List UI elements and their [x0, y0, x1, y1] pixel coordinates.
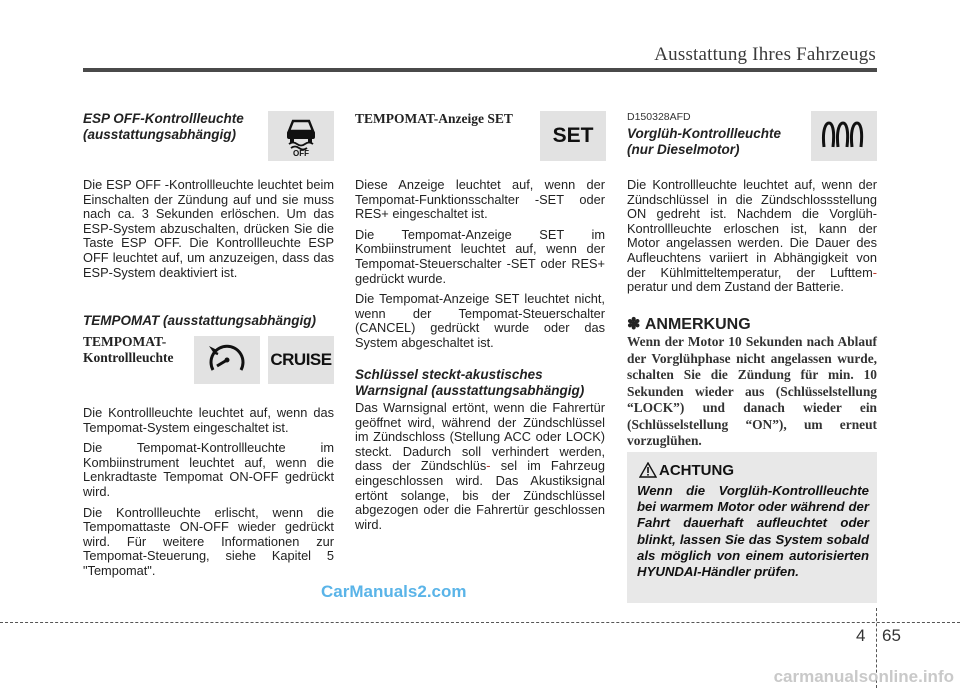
tempomat-paragraph-3: Die Kontrollleuchte erlischt, wenn die Tempomattaste ON-OFF wieder gedrückt wird. Für weitere Informationen zur Tempomat-Steuerung, siehe Kapitel 5 "Tempomat". — [83, 504, 334, 578]
set-label: SET — [552, 124, 594, 147]
glow-heading-line2: (nur Dieselmotor) — [627, 142, 740, 157]
key-warning-heading — [355, 367, 605, 399]
glow-text-a: Die Kontrollleuchte leuchtet auf, wenn der Zündschlüssel in die Zündschlossstellung ON gedreht ist. Nachdem die Vorglüh-Kontrollleuchte erloschen ist, kann der Motor angelassen werden. Die Dauer des Aufleuchtens variiert in Abhängigkeit von der Kühlmitteltemperatur, der Lufttem — [627, 177, 877, 280]
site-watermark: carmanualsonline.info — [773, 667, 954, 686]
note-heading — [627, 314, 877, 334]
key-warning-text-b: sel im Fahrzeug eingeschlossen wird. Das Akustiksignal ertönt solange, bis der Zündschlüssel abgezogen oder die Fahrertür geschlossen wird. — [355, 458, 605, 532]
tempomat-subheading-line2: Kontrollleuchte — [83, 350, 174, 365]
footer-rule — [0, 622, 960, 623]
set-paragraph-2: Die Tempomat-Anzeige SET im Kombiinstrument leuchtet auf, wenn der Tempomat-Steuerschalter -SET oder RES+ gedrückt wurde. — [355, 226, 605, 286]
esp-heading-line2: (ausstattungsabhängig) — [83, 127, 237, 142]
glow-heading — [627, 126, 807, 158]
glow-heading-line1: Vorglüh-Kontrollleuchte — [627, 126, 781, 141]
esp-body — [83, 178, 334, 286]
esp-heading-line1: ESP OFF-Kontrollleuchte — [83, 111, 244, 126]
tempomat-subheading-line1: TEMPOMAT- — [83, 334, 167, 349]
caution-title: ACHTUNG — [659, 462, 734, 479]
set-indicator — [540, 111, 606, 161]
glow-plug-indicator — [811, 111, 877, 161]
key-warning-heading-line1: Schlüssel steckt-akustisches — [355, 367, 543, 382]
glow-hyphen: - — [872, 264, 877, 280]
header-rule — [83, 68, 877, 72]
tempomat-body — [83, 406, 334, 585]
tempomat-paragraph-1: Die Kontrollleuchte leuchtet auf, wenn das Tempomat-System eingeschaltet ist. — [83, 405, 334, 435]
note-title: ANMERKUNG — [644, 316, 751, 333]
doc-code: D150328AFD — [627, 111, 691, 123]
page-header-title: Ausstattung Ihres Fahrzeugs — [654, 44, 876, 65]
esp-paragraph: Die ESP OFF -Kontrollleuchte leuchtet beim Einschalten der Zündung auf und sie muss nach ca. 3 Sekunden erlöschen. Um das ESP-System abzuschalten, drücken Sie die Taste ESP OFF. Die Kontrollleuchte ESP OFF leuchtet auf, um anzuzeigen, dass das ESP-System deaktiviert ist. — [83, 177, 334, 280]
tempomat-heading: TEMPOMAT (ausstattungsabhängig) — [83, 313, 316, 328]
note-body: Wenn der Motor 10 Sekunden nach Ablauf der Vorglühphase nicht angelassen wurde, schalten Sie die Zündung für min. 10 Sekunden wieder aus (Schlüsselstellung “LOCK”) und danach wieder ein (Schlüsselstellung “ON”), um erneut vorzuglühen. — [627, 334, 877, 448]
glow-body — [627, 178, 877, 301]
key-warning-body — [355, 401, 605, 538]
note-asterisk-icon: ✽ — [627, 316, 641, 333]
speedometer-icon — [205, 340, 249, 380]
set-paragraph-3: Die Tempomat-Anzeige SET leuchtet nicht, wenn der Tempomat-Steuerschalter (CANCEL) gedrückt wurde oder das System abgeschaltet ist. — [355, 291, 605, 350]
glow-plug-icon — [819, 119, 869, 153]
esp-off-icon — [281, 115, 321, 157]
set-paragraph-1: Diese Anzeige leuchtet auf, wenn der Tempomat-Funktionsschalter -SET oder RES+ eingeschaltet ist. — [355, 177, 605, 222]
esp-off-label: OFF — [293, 149, 309, 157]
esp-heading — [83, 111, 263, 143]
esp-off-indicator — [268, 111, 334, 161]
tempomat-subheading — [83, 334, 193, 366]
set-body — [355, 178, 605, 357]
key-warning-heading-line2: Warnsignal (ausstattungsabhängig) — [355, 383, 585, 398]
cruise-text-indicator — [268, 336, 334, 384]
key-warning-hyphen: - — [486, 458, 491, 474]
cruise-label: CRUISE — [270, 350, 332, 369]
page-number: 65 — [882, 626, 901, 645]
caution-box — [627, 452, 877, 603]
key-warning-text-a: Das Warnsignal ertönt, wenn die Fahrertür geöffnet wird, während der Zündschlüssel im Zündschloss (Stellung ACC oder LOCK) steckt. Dadurch soll verhindert werden, dass der Zündschlüs — [355, 400, 605, 474]
carmanuals-watermark: CarManuals2.com — [321, 582, 467, 601]
cruise-gauge-indicator — [194, 336, 260, 384]
glow-paragraph — [627, 178, 877, 295]
tempomat-paragraph-2: Die Tempomat-Kontrollleuchte im Kombiinstrument leuchtet auf, wenn die Lenkradtaste Tempomat ON-OFF gedrückt wird. — [83, 440, 334, 499]
caution-body: Wenn die Vorglüh-Kontrollleuchte bei warmem Motor oder während der Fahrt dauerhaft aufleuchtet oder blinkt, lassen Sie das System sobald als möglich von einem autorisierten HYUNDAI-Händler prüfen. — [637, 483, 869, 580]
glow-text-b: peratur und dem Zustand der Batterie. — [627, 279, 844, 295]
set-heading: TEMPOMAT-Anzeige SET — [355, 111, 513, 126]
warning-triangle-icon — [639, 462, 657, 478]
section-number: 4 — [856, 626, 866, 645]
key-warning-paragraph — [355, 401, 605, 532]
